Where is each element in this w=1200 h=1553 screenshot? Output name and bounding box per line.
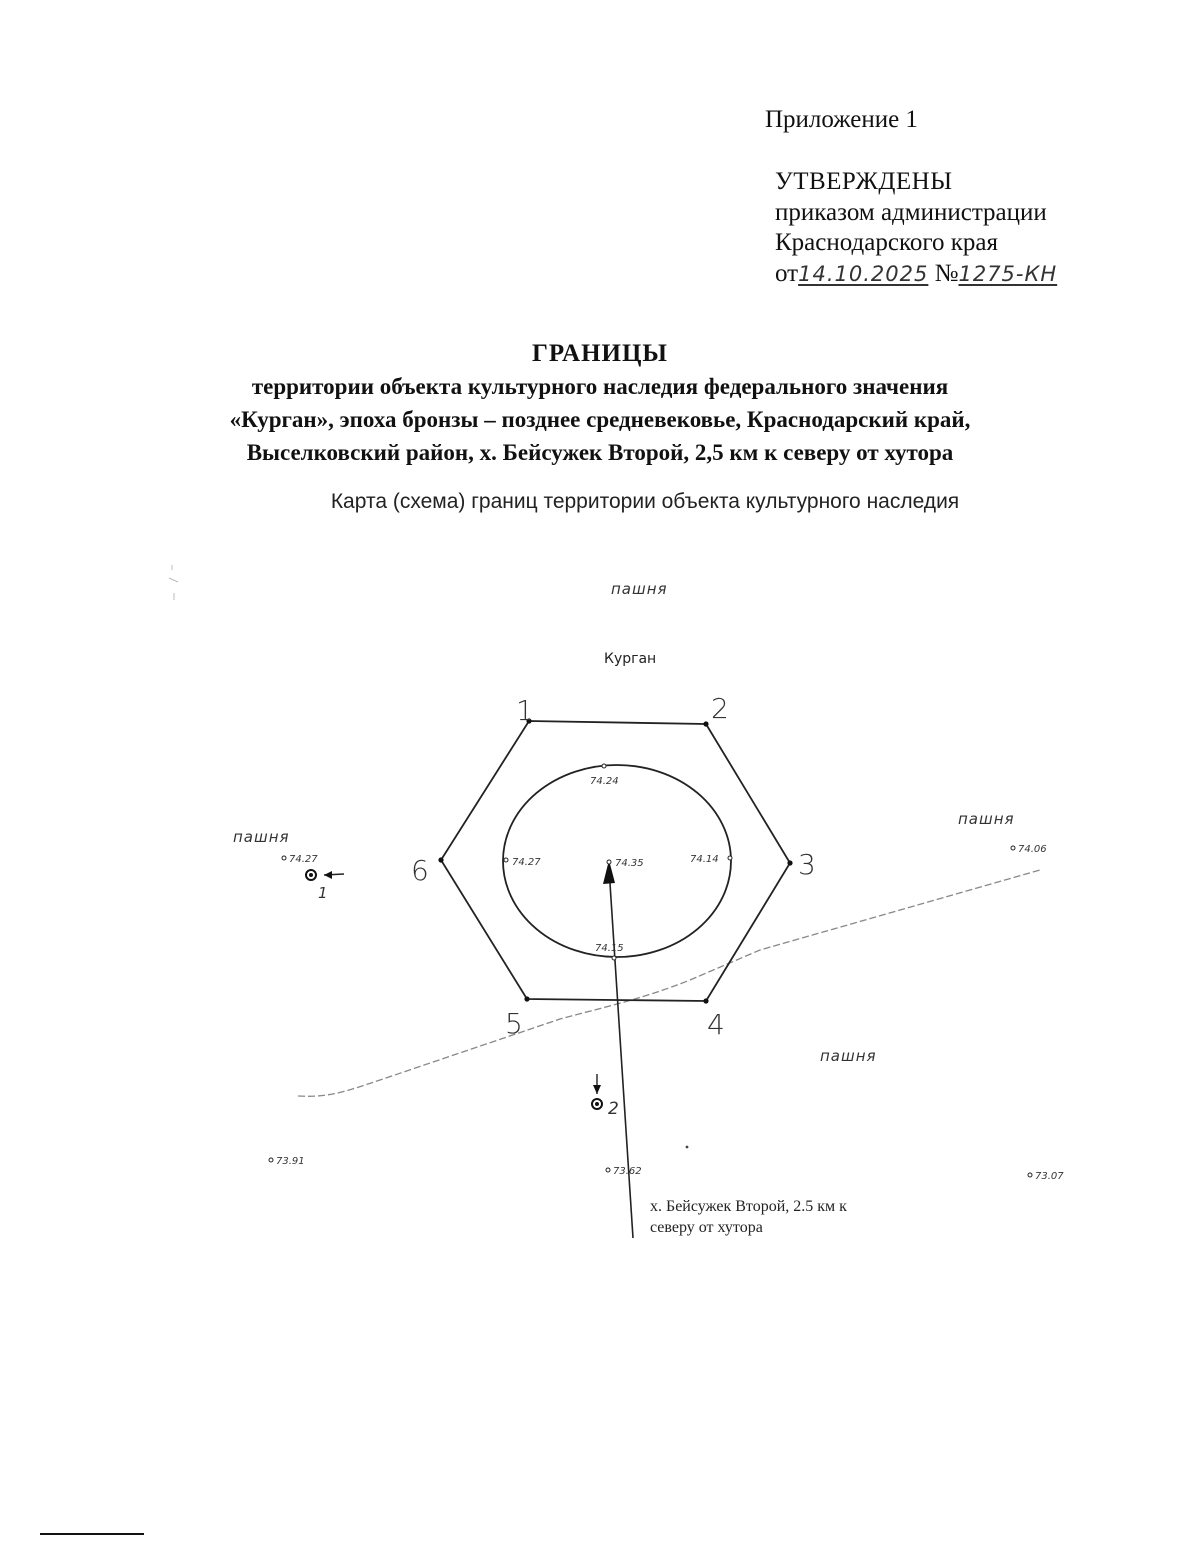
elev-label-center: 74.35 (615, 858, 644, 869)
benchmark-1-marker (306, 870, 344, 880)
vertex-label-1: 1 (516, 694, 534, 727)
approved-by-order: приказом администрации (775, 199, 1047, 226)
vertex-label-2: 2 (711, 692, 729, 725)
vertex-label-4: 4 (707, 1008, 725, 1041)
title-line-3: Выселковский район, х. Бейсужек Второй, 2,5 км к северу от хутора (246, 440, 954, 465)
elev-label-bottom: 74.15 (595, 943, 624, 954)
benchmark-label-2: 2 (608, 1099, 619, 1119)
elev-point-sw (269, 1158, 273, 1162)
elev-label-west: 74.27 (289, 854, 318, 865)
appendix-number: Приложение 1 (765, 106, 918, 133)
vertex-point-2 (703, 721, 708, 726)
elevation-marks (269, 764, 1032, 1177)
vertex-label-5: 5 (505, 1007, 523, 1040)
elev-label-sw: 73.91 (276, 1156, 305, 1167)
order-date: 14.10.2025 (798, 262, 929, 286)
elev-point-se (1028, 1173, 1032, 1177)
elev-label-se: 73.07 (1035, 1171, 1064, 1182)
elev-label-left: 74.27 (512, 857, 541, 868)
elev-label-south: 73.62 (613, 1166, 642, 1177)
map-caption: Карта (схема) границ территории объекта культурного наследия (330, 490, 960, 513)
elev-point-bottom (612, 956, 616, 960)
scan-speck (169, 565, 178, 600)
order-number: 1275-КН (958, 262, 1058, 286)
title-line-2: «Курган», эпоха бронзы – позднее средневековье, Краснодарский край, (229, 407, 971, 432)
vertex-point-4 (703, 998, 708, 1003)
elev-point-east (1011, 846, 1015, 850)
elev-point-west (282, 856, 286, 860)
approved-heading: УТВЕРЖДЕНЫ (775, 168, 953, 195)
date-prefix: от (775, 260, 799, 287)
elev-point-top (602, 764, 606, 768)
mound-label: Курган (604, 651, 657, 667)
elev-label-top: 74.24 (590, 776, 619, 787)
benchmark-2-marker (592, 1074, 602, 1109)
approved-region: Краснодарского края (775, 229, 998, 256)
settlement-label-line-2: северу от хутора (650, 1219, 763, 1236)
elev-point-left (504, 858, 508, 862)
title-line-1: территории объекта культурного наследия федерального значения (251, 374, 949, 399)
scan-dot (686, 1146, 689, 1149)
north-arrow (603, 860, 633, 1238)
bottom-rule (40, 1533, 144, 1535)
land-label-west: пашня (233, 828, 290, 846)
vertex-point-3 (787, 860, 792, 865)
number-prefix: № (934, 260, 959, 287)
vertex-point-6 (438, 857, 443, 862)
elev-label-right: 74.14 (690, 854, 719, 865)
elev-point-right (728, 856, 732, 860)
elev-label-east: 74.06 (1018, 844, 1047, 855)
field-road-dashed (298, 870, 1040, 1096)
vertex-label-6: 6 (411, 854, 429, 887)
elev-point-center (607, 860, 611, 864)
vertex-point-5 (524, 996, 529, 1001)
settlement-label-line-1: х. Бейсужек Второй, 2.5 км к (650, 1198, 847, 1215)
vertex-label-3: 3 (798, 848, 816, 881)
elev-point-south (606, 1168, 610, 1172)
benchmark-label-1: 1 (318, 884, 328, 902)
settlement-label (650, 1196, 930, 1238)
title-heading: ГРАНИЦЫ (532, 340, 668, 367)
land-label-east: пашня (958, 810, 1015, 828)
land-label-south: пашня (820, 1047, 877, 1065)
land-label-north: пашня (611, 580, 668, 598)
